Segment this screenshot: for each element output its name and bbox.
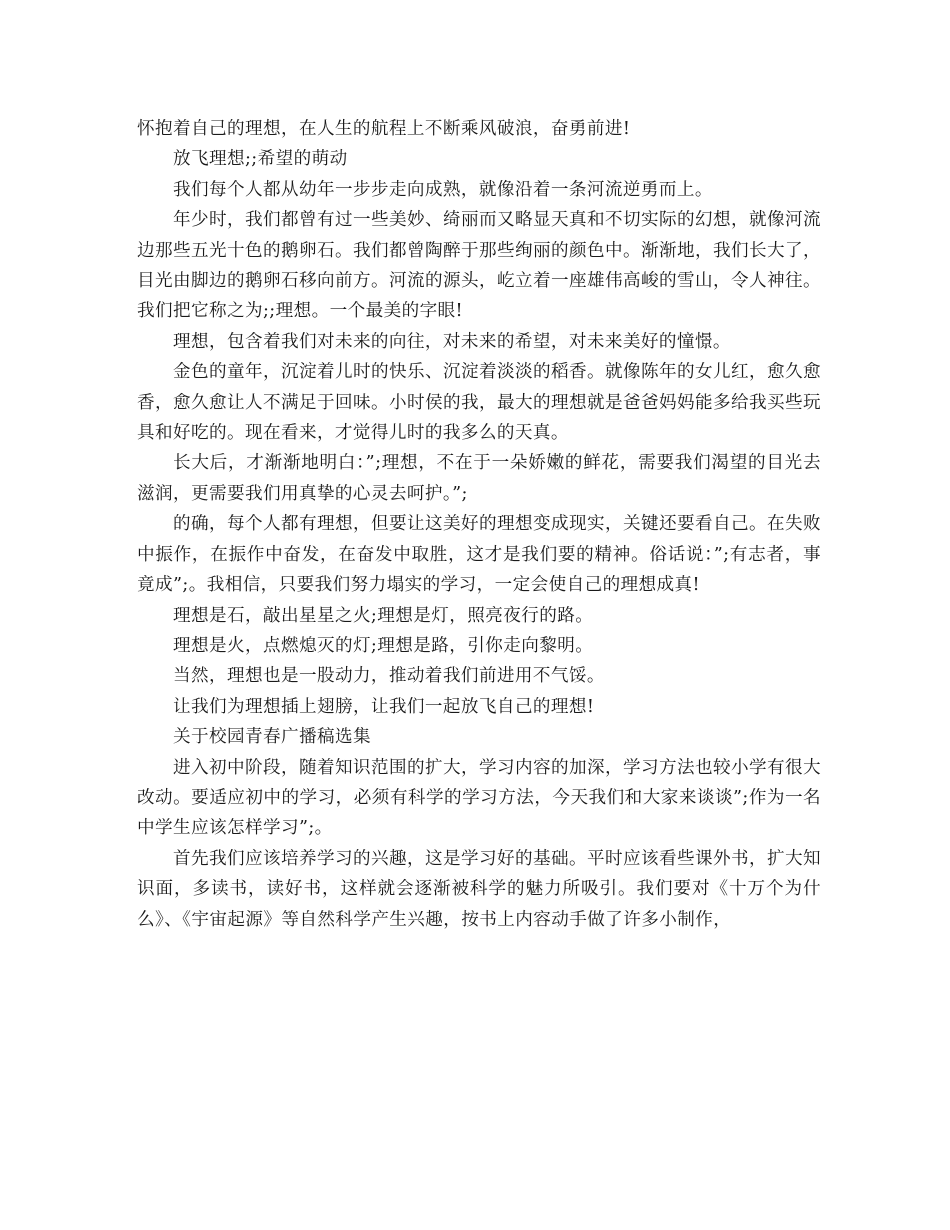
paragraph: 理想是石，敲出星星之火;理想是灯，照亮夜行的路。	[173, 605, 594, 626]
paragraph: 的确，每个人都有理想，但要让这美好的理想变成现实，关键还要看自己。在失败中振作，在振作中奋发，在奋发中取胜，这才是我们要的精神。俗话说：”;有志者，事竟成”;。我相信，只要我们努力塌实的学习，一定会使自己的理想成真!	[137, 514, 821, 596]
paragraph: 当然，理想也是一股动力，推动着我们前进用不气馁。	[173, 666, 605, 687]
paragraph: 让我们为理想插上翅膀，让我们一起放飞自己的理想!	[173, 696, 595, 717]
section-heading-campus-broadcast: 关于校园青春广播稿选集	[173, 727, 371, 748]
paragraph-continuation: 怀抱着自己的理想，在人生的航程上不断乘风破浪，奋勇前进!	[137, 119, 631, 139]
paragraph: 进入初中阶段，随着知识范围的扩大，学习内容的加深，学习方法也较小学有很大改动。要适应初中的学习，必须有科学的学习方法，今天我们和大家来谈谈”;作为一名中学生应该怎样学习”;。	[137, 757, 821, 839]
paragraph: 长大后，才渐渐地明白：”;理想，不在于一朵娇嫩的鲜花，需要我们渴望的目光去滋润，更需要我们用真挚的心灵去呵护。”;	[137, 453, 821, 504]
paragraph: 年少时，我们都曾有过一些美妙、绮丽而又略显天真和不切实际的幻想，就像河流边那些五光十色的鹅卵石。我们都曾陶醉于那些绚丽的颜色中。渐渐地，我们长大了，目光由脚边的鹅卵石移向前方。河流的源头，屹立着一座雄伟高峻的雪山，令人神往。我们把它称之为;;理想。一个最美的字眼!	[137, 210, 821, 322]
document-body	[137, 114, 821, 935]
paragraph: 理想，包含着我们对未来的向往，对未来的希望，对未来美好的憧憬。	[173, 331, 731, 352]
paragraph: 金色的童年，沉淀着儿时的快乐、沉淀着淡淡的稻香。就像陈年的女儿红，愈久愈香，愈久愈让人不满足于回味。小时侯的我，最大的理想就是爸爸妈妈能多给我买些玩具和好吃的。现在看来，才觉得儿时的我多么的天真。	[137, 362, 821, 444]
paragraph: 首先我们应该培养学习的兴趣，这是学习好的基础。平时应该看些课外书，扩大知识面，多读书，读好书，这样就会逐渐被科学的魅力所吸引。我们要对《十万个为什么》、《宇宙起源》等自然科学产生兴趣，按书上内容动手做了许多小制作，	[137, 848, 821, 930]
paragraph: 理想是火，点燃熄灭的灯;理想是路，引你走向黎明。	[173, 635, 594, 656]
section-heading-dream: 放飞理想;;希望的萌动	[173, 149, 348, 170]
paragraph: 我们每个人都从幼年一步步走向成熟，就像沿着一条河流逆勇而上。	[173, 179, 713, 200]
